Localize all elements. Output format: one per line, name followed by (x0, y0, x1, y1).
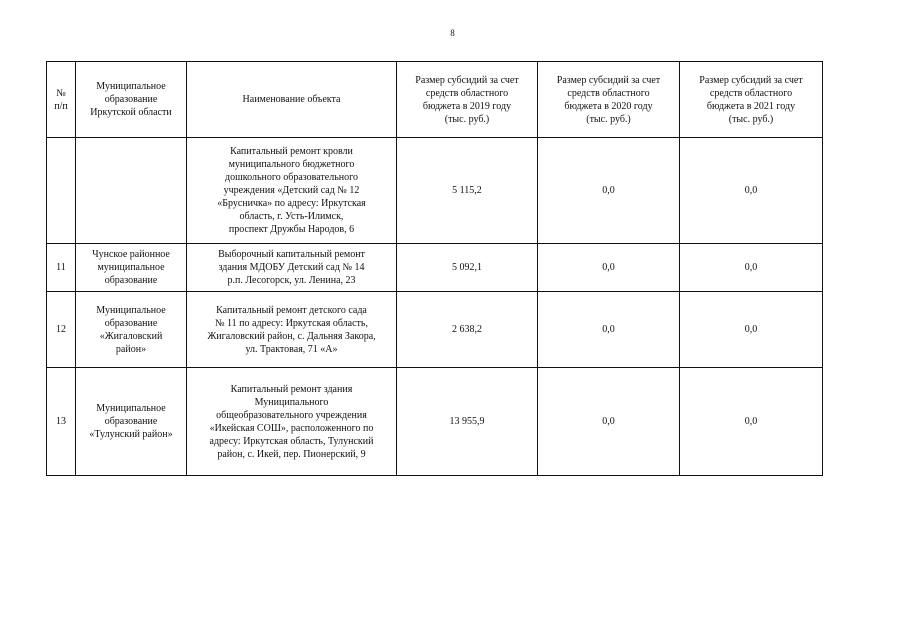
cell-row-number (47, 138, 76, 244)
cell-subsidy-2020: 0,0 (538, 244, 680, 292)
header-subsidy-2020: Размер субсидий за счет средств областного бюджета в 2020 году (тыс. руб.) (538, 62, 680, 138)
header-row-number: № п/п (47, 62, 76, 138)
cell-municipality: Муниципальное образование «Тулунский район» (76, 368, 187, 476)
cell-object-name: Капитальный ремонт здания Муниципального общеобразовательного учреждения «Икейская СОШ», расположенного по адресу: Иркутская область, Тулунский район, с. Икей, пер. Пионерский, 9 (187, 368, 397, 476)
cell-subsidy-2019: 5 092,1 (397, 244, 538, 292)
table-row (47, 368, 823, 476)
header-object-name: Наименование объекта (187, 62, 397, 138)
header-municipality: Муниципальное образование Иркутской области (76, 62, 187, 138)
cell-municipality: Чунское районное муниципальное образование (76, 244, 187, 292)
cell-row-number: 13 (47, 368, 76, 476)
table-row (47, 292, 823, 368)
cell-object-name: Выборочный капитальный ремонт здания МДОБУ Детский сад № 14 р.п. Лесогорск, ул. Ленина, 23 (187, 244, 397, 292)
cell-municipality: Муниципальное образование «Жигаловский район» (76, 292, 187, 368)
cell-municipality (76, 138, 187, 244)
cell-subsidy-2021: 0,0 (680, 244, 823, 292)
cell-subsidy-2020: 0,0 (538, 368, 680, 476)
cell-subsidy-2019: 5 115,2 (397, 138, 538, 244)
cell-row-number: 11 (47, 244, 76, 292)
cell-object-name: Капитальный ремонт кровли муниципального бюджетного дошкольного образовательного учреждения «Детский сад № 12 «Брусничка» по адресу: Иркутская область, г. Усть-Илимск, проспект Дружбы Народов, 6 (187, 138, 397, 244)
cell-row-number: 12 (47, 292, 76, 368)
subsidy-table (46, 61, 823, 476)
cell-subsidy-2019: 2 638,2 (397, 292, 538, 368)
table-row (47, 244, 823, 292)
cell-subsidy-2021: 0,0 (680, 292, 823, 368)
cell-subsidy-2020: 0,0 (538, 292, 680, 368)
cell-subsidy-2021: 0,0 (680, 368, 823, 476)
cell-object-name: Капитальный ремонт детского сада № 11 по адресу: Иркутская область, Жигаловский район, с. Дальняя Закора, ул. Трактовая, 71 «А» (187, 292, 397, 368)
header-subsidy-2019: Размер субсидий за счет средств областного бюджета в 2019 году (тыс. руб.) (397, 62, 538, 138)
page-number: 8 (450, 28, 455, 38)
header-subsidy-2021: Размер субсидий за счет средств областного бюджета в 2021 году (тыс. руб.) (680, 62, 823, 138)
table-row (47, 138, 823, 244)
cell-subsidy-2019: 13 955,9 (397, 368, 538, 476)
cell-subsidy-2021: 0,0 (680, 138, 823, 244)
cell-subsidy-2020: 0,0 (538, 138, 680, 244)
table-header-row (47, 62, 823, 138)
